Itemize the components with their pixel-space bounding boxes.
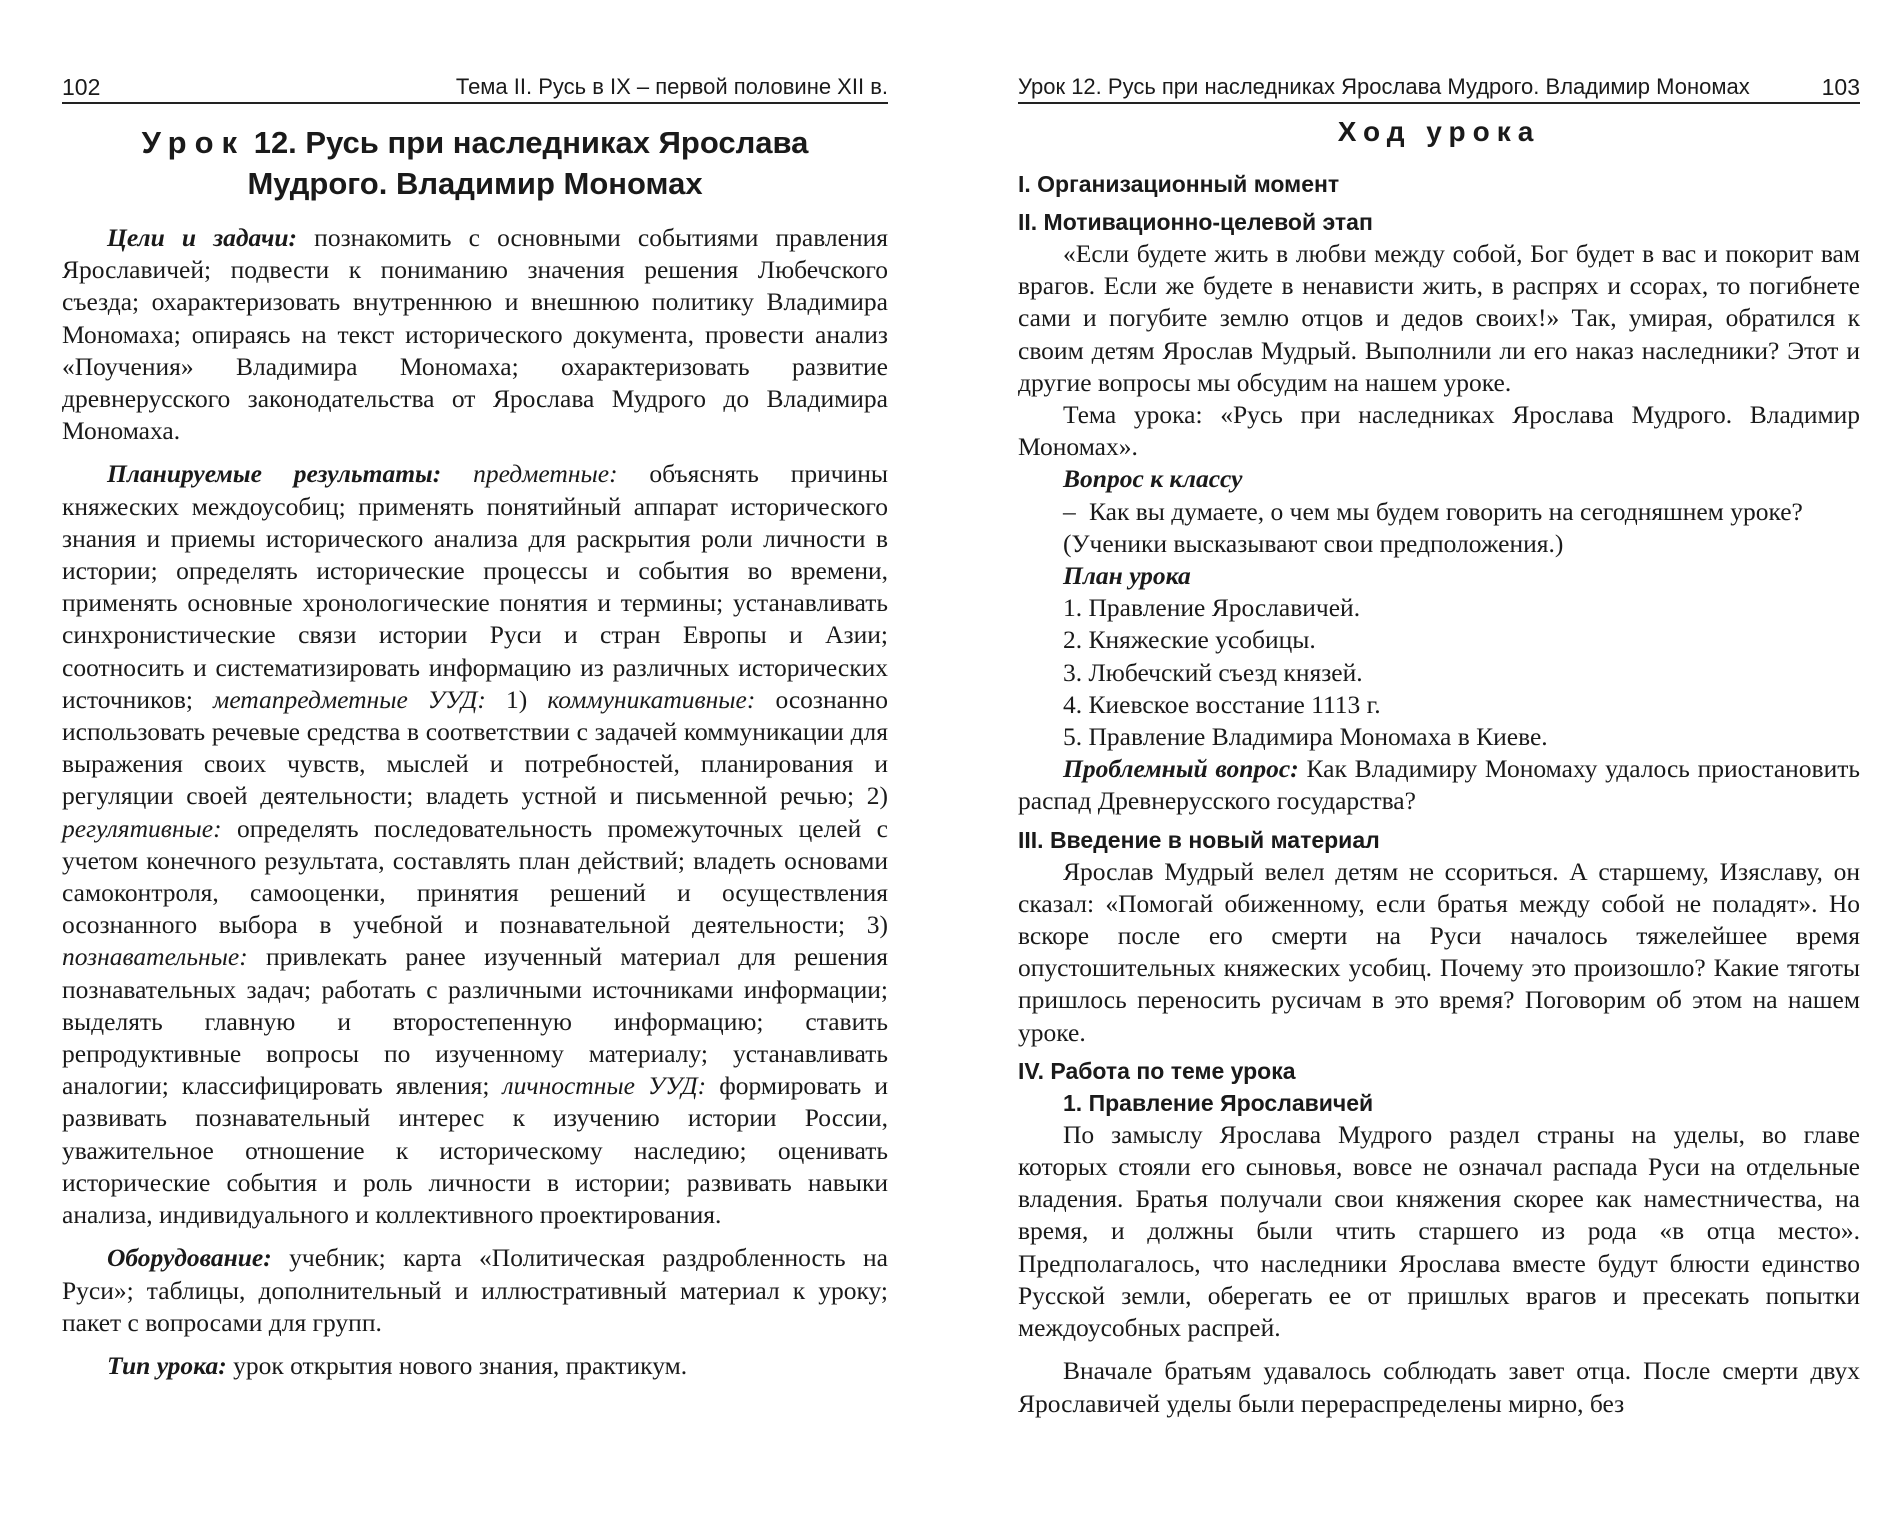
goals-paragraph	[62, 222, 888, 447]
left-body	[62, 222, 888, 1382]
type-text: урок открытия нового знания, практикум.	[226, 1350, 688, 1380]
intro-paragraph: Ярослав Мудрый велел детям не ссориться. А старшему, Изяславу, он сказал: «Помогай обиженному, если братья между собой не поладят». Но вскоре после его смерти на Руси началось тяжелейшее время опустошительных княжеских усобиц. Почему это произошло? Какие тяготы пришлось переносить русичам в это время? Поговорим об этом на нашем уроке.	[1018, 856, 1860, 1047]
results-meta-label: метапредметные УУД:	[192, 684, 486, 714]
results-paragraph	[62, 458, 888, 1231]
right-body	[1018, 168, 1860, 1420]
results-text: объяснять причины княжеских междоусобиц; применять понятийный аппарат исторического знания и приемы исторического анализа для раскрытия роли личности в истории; определять исторические процессы и события во времени, применять основные хронологические понятия и термины; устанавливать синхронистические связи истории Руси и стран Европы и Азии; соотносить и систематизировать информацию из различных исторических источников;	[62, 459, 889, 714]
plan-item: 1. Правление Ярославичей.	[1063, 593, 1361, 623]
results-reg-label: регулятивные:	[62, 813, 222, 843]
topic-paragraph: Тема урока: «Русь при наследниках Ярослава Мудрого. Владимир Мономах».	[1018, 400, 1860, 462]
type-paragraph	[62, 1350, 888, 1382]
lesson-title	[62, 122, 888, 204]
running-title: Урок 12. Русь при наследниках Ярослава Мудрого. Владимир Мономах	[1018, 74, 1750, 99]
results-text: привлекать ранее изученный материал для решения познавательных задач; работать с различными источниками информации; выделять главную и второстепенную информацию; ставить репродуктивные вопросы по изученному материалу; устанавливать аналогии; классифицировать явления;	[62, 942, 888, 1101]
plan-item: 3. Любечский съезд князей.	[1063, 657, 1363, 687]
question-text: Как вы думаете, о чем мы будем говорить на сегодняшнем уроке?	[1089, 496, 1803, 526]
right-running-head	[1018, 66, 1860, 104]
results-text: формировать и развивать познавательный интерес к изучению истории России, уважительное отношение к историческому наследию; оценивать исторические события и роль личности в истории; развивать навыки анализа, индивидуального и коллективного проектирования.	[62, 1071, 888, 1230]
left-running-head	[62, 66, 888, 104]
lesson-title-line-2: Мудрого. Владимир Мономах	[247, 166, 703, 201]
question-item	[1043, 496, 1860, 528]
lesson-word: Урок	[141, 125, 246, 160]
problem-text: Как Владимиру Мономаху удалось приостановить распад Древнерусского государства?	[1018, 754, 1860, 816]
results-subject-label: предметные:	[441, 459, 618, 489]
equipment-label: Оборудование:	[107, 1243, 272, 1273]
equipment-paragraph	[62, 1242, 888, 1339]
results-text: определять последовательность промежуточных целей с учетом конечного результата, составлять план действий; владеть основами самоконтроля, самооценки, принятия решений и осуществления осознанного выбора в учебной и познавательной деятельности; 3)	[62, 813, 888, 940]
dash-marker: –	[1063, 496, 1076, 526]
right-page	[1018, 0, 1860, 1536]
type-label: Тип урока:	[107, 1350, 227, 1380]
problem-paragraph	[1018, 753, 1860, 817]
equipment-text: учебник; карта «Политическая раздробленность на Руси»; таблицы, дополнительный и иллюстративный материал к уроку; пакет с вопросами для групп.	[62, 1243, 888, 1337]
lesson-progress-heading: Ход урока	[1337, 116, 1541, 147]
body-paragraph: По замыслу Ярослава Мудрого раздел страны на уделы, во главе которых стояли его сыновья, вовсе не означал распада Руси на отдельные владения. Братья получали свои княжения скорее как наместничества, на время, и должны были чтить старшего из рода «в отца место». Предполагалось, что наследники Ярослава вместе будут блюсти единство Русской земли, оберегать ее от пришлых врагов и пресекать попытки междоусобных распрей.	[1018, 1119, 1860, 1343]
left-page	[62, 0, 888, 1536]
results-text: осознанно использовать речевые средства в соответствии с задачей коммуникации для выражения своих чувств, мыслей и потребностей, планирования и регуляции своей деятельности; владеть устной и письменной речью; 2)	[62, 684, 888, 811]
section-heading-2: II. Мотивационно-целевой этап	[1018, 209, 1373, 235]
goals-text: познакомить с основными событиями правления Ярославичей; подвести к пониманию значения решения Любечского съезда; охарактеризовать внутреннюю и внешнюю политику Владимира Мономаха; опираясь на текст исторического документа, провести анализ «Поучения» Владимира Мономаха; охарактеризовать развитие древнерусского законодательства от Ярослава Мудрого до Владимира Мономаха.	[62, 223, 888, 446]
subsection-heading-1: 1. Правление Ярославичей	[1063, 1089, 1374, 1116]
body-paragraph: Вначале братьям удавалось соблюдать завет отца. После смерти двух Ярославичей уделы были перераспределены мирно, без	[1018, 1356, 1860, 1418]
page-number: 102	[62, 74, 101, 100]
question-label: Вопрос к классу	[1063, 464, 1243, 494]
section-heading-4: IV. Работа по теме урока	[1018, 1057, 1296, 1084]
results-pers-label: личностные УУД:	[489, 1071, 707, 1101]
running-title: Тема II. Русь в IX – первой половине XII в.	[455, 74, 888, 99]
plan-item: 2. Княжеские усобицы.	[1063, 625, 1316, 655]
plan-item: 4. Киевское восстание 1113 г.	[1063, 689, 1381, 719]
results-label: Планируемые результаты:	[107, 459, 442, 489]
results-text: 1)	[485, 684, 528, 714]
section-heading-3: III. Введение в новый материал	[1018, 826, 1380, 853]
section-heading-1: I. Организационный момент	[1018, 171, 1340, 197]
plan-list	[1018, 592, 1860, 753]
results-cog-label: познавательные:	[62, 942, 248, 972]
page-number: 103	[1821, 74, 1860, 100]
quote-paragraph: «Если будете жить в любви между собой, Бог будет в вас и покорит вам врагов. Если же будете в ненависти жить, в распрях и ссорах, то погибнете сами и погубите землю отцов и дедов своих!» Так, умирая, обратился к своим детям Ярослав Мудрый. Выполнили ли его наказ наследники? Этот и другие вопросы мы обсудим на нашем уроке.	[1018, 239, 1860, 397]
lesson-title-text: 12. Русь при наследниках Ярослава	[253, 125, 809, 160]
lesson-title-line-1	[62, 122, 888, 163]
plan-label: План урока	[1063, 561, 1191, 591]
students-note: (Ученики высказывают свои предположения.)	[1063, 528, 1564, 558]
problem-label: Проблемный вопрос:	[1063, 754, 1299, 784]
results-comm-label: коммуникативные:	[527, 684, 756, 714]
goals-label: Цели и задачи:	[107, 223, 298, 252]
plan-item: 5. Правление Владимира Мономаха в Киеве.	[1063, 722, 1548, 752]
